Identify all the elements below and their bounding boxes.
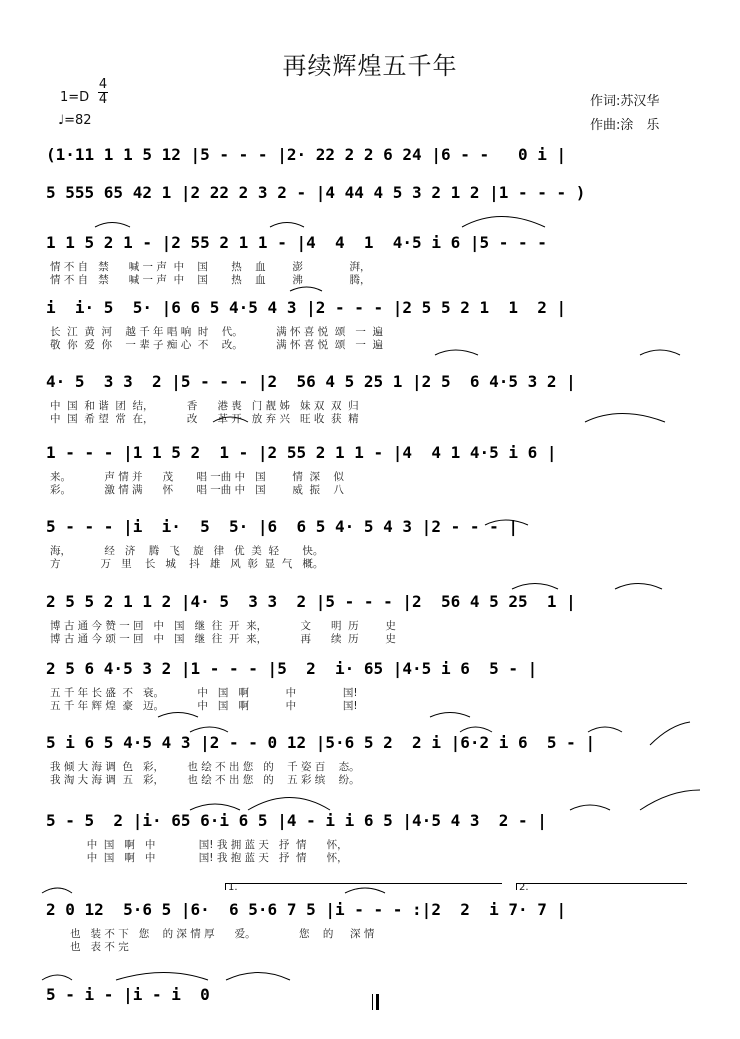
key-signature: 1=D	[60, 90, 90, 105]
lyric-verse-2-line-9: 五 千 年 辉 煌 豪 迈。 中 国 啊 中 国!	[50, 700, 358, 712]
notation-line-4: i i· 5 5· |6 6 5 4·5 4 3 |2 - - - |2 5 5 2 1 1 2 |	[46, 298, 567, 317]
lyric-verse-1-line-9: 五 千 年 长 盛 不 衰。 中 国 啊 中 国!	[50, 687, 358, 699]
time-signature-bottom: 4	[98, 92, 108, 107]
lyric-verse-1-line-8: 博 古 通 今 赞 一 回 中 国 继 往 开 来， 文 明 历 史	[50, 620, 396, 632]
notation-line-10: 5 i 6 5 4·5 4 3 |2 - - 0 12 |5·6 5 2 2 i |6·2 i 6 5 - |	[46, 733, 596, 752]
lyric-verse-2-line-12: 也 表 不 完	[50, 941, 129, 953]
composer-credit: 作曲:涂 乐	[590, 118, 660, 133]
lyric-verse-1-line-7: 海， 经 济 腾 飞 旋 律 优 美 轻 快。	[50, 545, 324, 557]
song-title: 再续辉煌五千年	[282, 52, 458, 80]
notation-line-5: 4· 5 3 3 2 |5 - - - |2 56 4 5 25 1 |2 5 6 4·5 3 2 |	[46, 372, 576, 391]
lyricist-credit: 作词:苏汉华	[590, 94, 660, 109]
lyric-verse-2-line-10: 我 淘 大 海 调 五 彩， 也 绘 不 出 您 的 五 彩 缤 纷。	[50, 774, 360, 786]
lyric-verse-2-line-11: 中 国 啊 中 国! 我 抱 蓝 天 抒 情 怀，	[50, 852, 348, 864]
lyric-verse-1-line-10: 我 倾 大 海 调 色 彩， 也 绘 不 出 您 的 千 姿 百 态。	[50, 761, 360, 773]
notation-line-6: 1 - - - |1 1 5 2 1 - |2 55 2 1 1 - |4 4 1 4·5 i 6 |	[46, 443, 557, 462]
lyric-verse-2-line-4: 敬 你 爱 你 一 辈 子 痴 心 不 改。 满 怀 喜 悦 颂 一 遍	[50, 339, 384, 351]
lyric-verse-1-line-4: 长 江 黄 河 越 千 年 唱 响 时 代。 满 怀 喜 悦 颂 一 遍	[50, 326, 384, 338]
volta-first: 1.	[225, 883, 502, 890]
lyric-verse-2-line-5: 中 国 希 望 常 在， 改 革 开 放 弃 兴 旺 收 获 精	[50, 413, 359, 425]
lyric-verse-1-line-11: 中 国 啊 中 国! 我 拥 蓝 天 抒 情 怀，	[50, 839, 348, 851]
lyric-verse-1-line-12: 也 装 不 下 您 的 深 情 厚 爱。 您 的 深 情	[50, 928, 375, 940]
notation-line-7: 5 - - - |i i· 5 5· |6 6 5 4· 5 4 3 |2 - - - |	[46, 517, 519, 536]
lyric-verse-2-line-7: 方 万 里 长 城 抖 雄 风 彰 显 气 概。	[50, 558, 324, 570]
notation-line-3: 1 1 5 2 1 - |2 55 2 1 1 - |4 4 1 4·5 i 6 |5 - - -	[46, 233, 547, 252]
lyric-verse-2-line-6: 彩。 激 情 满 怀 唱 一曲 中 国 威 振 八	[50, 484, 344, 496]
lyric-verse-2-line-8: 博 古 通 今 颂 一 回 中 国 继 往 开 来， 再 续 历 史	[50, 633, 396, 645]
tempo-marking: ♩=82	[58, 113, 92, 128]
lyric-verse-2-line-3: 情 不 自 禁 喊 一 声 中 国 热 血 沸 腾，	[50, 274, 371, 286]
notation-line-12: 2 0 12 5·6 5 |6· 6 5·6 7 5 |i - - - :|2 2 i 7· 7 |	[46, 900, 567, 919]
notation-line-13: 5 - i - |i - i 0	[46, 985, 220, 1004]
notation-line-1: (1·11 1 1 5 12 |5 - - - |2· 22 2 2 6 24 |6 - - 0 i |	[46, 145, 567, 164]
lyric-verse-1-line-5: 中 国 和 谐 团 结， 香 港 喪 门 靓 姊 妹 双 双 归	[50, 400, 359, 412]
lyric-verse-1-line-6: 来。 声 情 并 茂 唱 一曲 中 国 情 深 似	[50, 471, 344, 483]
volta-second: 2.	[516, 883, 687, 890]
notation-line-2: 5 555 65 42 1 |2 22 2 3 2 - |4 44 4 5 3 2 1 2 |1 - - - )	[46, 183, 586, 202]
time-signature-top: 4	[98, 77, 108, 92]
notation-line-11: 5 - 5 2 |i· 65 6·i 6 5 |4 - i i 6 5 |4·5 4 3 2 - |	[46, 811, 547, 830]
lyric-verse-1-line-3: 情 不 自 禁 喊 一 声 中 国 热 血 澎 湃，	[50, 261, 371, 273]
notation-line-8: 2 5 5 2 1 1 2 |4· 5 3 3 2 |5 - - - |2 56 4 5 25 1 |	[46, 592, 576, 611]
notation-line-9: 2 5 6 4·5 3 2 |1 - - - |5 2 i· 65 |4·5 i 6 5 - |	[46, 659, 538, 678]
